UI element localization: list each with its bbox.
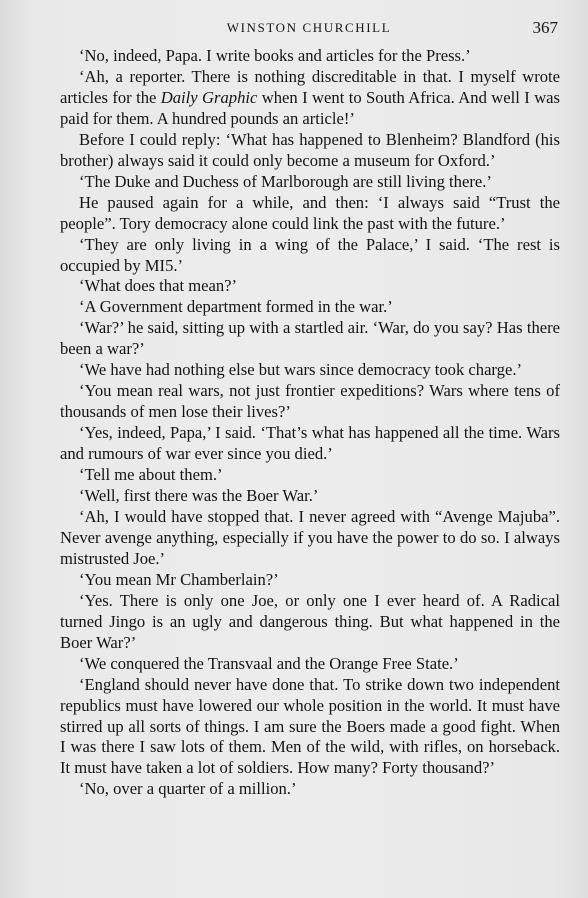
page-header xyxy=(60,20,558,40)
paragraph: ‘We conquered the Transvaal and the Orange Free State.’ xyxy=(79,653,459,673)
paragraph: Before I could reply: ‘What has happened to Blenheim? Blandford (his brother) always said it could only become a museum for Oxford.’ xyxy=(60,129,560,170)
paragraph: ‘You mean Mr Chamberlain?’ xyxy=(79,569,279,589)
paragraph: ‘A Government department formed in the war.’ xyxy=(79,297,393,317)
body-text xyxy=(60,46,560,800)
paragraph: ‘Ah, I would have stopped that. I never agreed with “Avenge Majuba”. Never avenge anything, especially if you have the power to do so. I always mistrusted Joe.’ xyxy=(60,506,560,568)
paragraph-text: when I went to South Africa. And well I was paid for them. A hundred pounds an article!’ xyxy=(60,87,560,128)
paragraph: ‘No, indeed, Papa. I write books and articles for the Press.’ xyxy=(79,46,471,65)
italic-title: Daily Graphic xyxy=(160,87,258,107)
running-head: WINSTON CHURCHILL xyxy=(226,20,392,35)
paragraph: ‘Yes, indeed, Papa,’ I said. ‘That’s what has happened all the time. Wars and rumours of war ever since you died.’ xyxy=(60,423,560,464)
paragraph: ‘Well, first there was the Boer War.’ xyxy=(79,486,319,506)
paragraph: He paused again for a while, and then: ‘I always said “Trust the people”. Tory democracy alone could link the past with the future.’ xyxy=(60,192,560,233)
paragraph: ‘We have had nothing else but wars since democracy took charge.’ xyxy=(79,360,522,380)
paragraph: ‘The Duke and Duchess of Marlborough are still living there.’ xyxy=(79,171,492,191)
paragraph: ‘They are only living in a wing of the Palace,’ I said. ‘The rest is occupied by MI5.’ xyxy=(60,234,560,275)
paragraph: ‘No, over a quarter of a million.’ xyxy=(79,779,297,799)
paragraph-text: ‘Ah, a reporter. There is nothing discreditable in that. I myself wrote articles for the xyxy=(60,66,560,107)
paragraph: ‘Yes. There is only one Joe, or only one I ever heard of. A Radical turned Jingo is an ugly and dangerous thing. But what happened in the Boer War?’ xyxy=(60,590,560,652)
paragraph: ‘England should never have done that. To strike down two independent republics must have lowered our whole position in the world. It must have stirred up all sorts of things. I am sure the Boers made a good fight. When I was there I saw lots of them. Men of the wild, with rifles, on horseback. It must have taken a lot of soldiers. How many? Forty thousand?’ xyxy=(60,674,560,778)
paragraph: ‘You mean real wars, not just frontier expeditions? Wars where tens of thousands of men lose their lives?’ xyxy=(60,381,560,422)
paragraph: ‘What does that mean?’ xyxy=(79,276,238,296)
paragraph xyxy=(60,67,560,130)
page-number: 367 xyxy=(532,18,558,37)
paragraph: ‘War?’ he said, sitting up with a startled air. ‘War, do you say? Has there been a war?’ xyxy=(60,318,560,359)
paragraph: ‘Tell me about them.’ xyxy=(79,465,223,485)
